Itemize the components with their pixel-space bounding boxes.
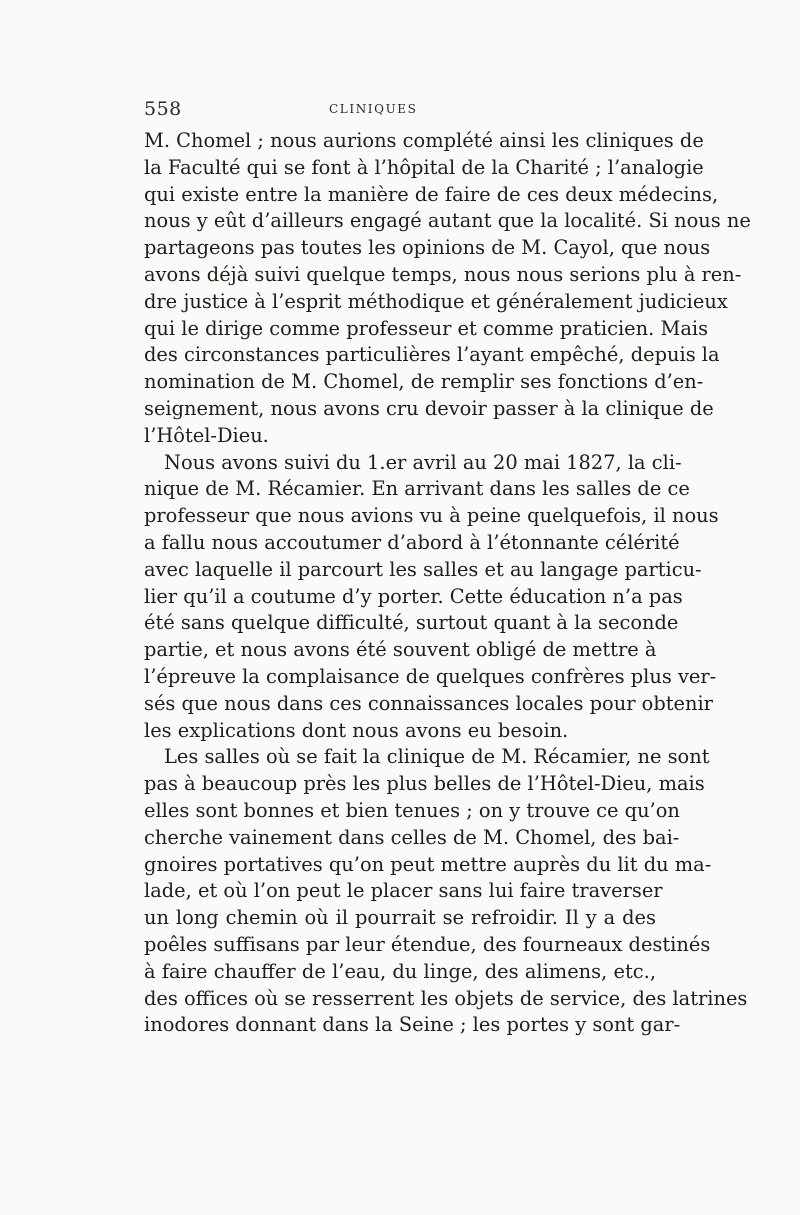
text-line: poêles suffisans par leur étendue, des fourneaux destinés: [144, 932, 711, 956]
text-line: partageons pas toutes les opinions de M. Cayol, que nous: [144, 236, 711, 260]
text-line: l’Hôtel-Dieu.: [144, 423, 269, 447]
text-line: des offices où se resserrent les objets de service, des latrines: [144, 986, 748, 1010]
text-line: des circonstances particulières l’ayant empêché, depuis la: [144, 343, 720, 367]
page-header: [144, 98, 656, 128]
text-line: professeur que nous avions vu à peine quelquefois, il nous: [144, 504, 719, 528]
text-line: avec laquelle il parcourt les salles et au langage particu-: [144, 557, 702, 581]
text-line: nique de M. Récamier. En arrivant dans les salles de ce: [144, 477, 690, 501]
text-line: avons déjà suivi quelque temps, nous nous serions plu à ren-: [144, 262, 742, 286]
text-line: a fallu nous accoutumer d’abord à l’étonnante célérité: [144, 530, 680, 554]
text-line: sés que nous dans ces connaissances locales pour obtenir: [144, 691, 713, 715]
text-line: l’épreuve la complaisance de quelques confrères plus ver-: [144, 664, 717, 688]
text-line: gnoires portatives qu’on peut mettre auprès du lit du ma-: [144, 852, 712, 876]
text-line: qui existe entre la manière de faire de ces deux médecins,: [144, 182, 719, 206]
text-line: pas à beaucoup près les plus belles de l’Hôtel-Dieu, mais: [144, 772, 705, 796]
text-line: lade, et où l’on peut le placer sans lui faire traverser: [144, 879, 663, 903]
text-line: lier qu’il a coutume d’y porter. Cette éducation n’a pas: [144, 584, 683, 608]
text-line: à faire chauffer de l’eau, du linge, des alimens, etc.,: [144, 959, 656, 983]
text-line: cherche vainement dans celles de M. Chomel, des bai-: [144, 825, 680, 849]
page-number: 558: [144, 98, 182, 120]
text-line: elles sont bonnes et bien tenues ; on y trouve ce qu’on: [144, 798, 680, 822]
text-line: Nous avons suivi du 1.er avril au 20 mai 1827, la cli-: [164, 450, 682, 474]
text-line: un long chemin où il pourrait se refroidir. Il y a des: [144, 906, 656, 930]
text-line: inodores donnant dans la Seine ; les portes y sont gar-: [144, 1013, 681, 1037]
text-line: partie, et nous avons été souvent obligé de mettre à: [144, 638, 657, 662]
text-line: les explications dont nous avons eu besoin.: [144, 718, 569, 742]
text-line: Les salles où se fait la clinique de M. Récamier, ne sont: [164, 745, 710, 769]
text-line: la Faculté qui se font à l’hôpital de la Charité ; l’analogie: [144, 155, 704, 179]
text-line: nomination de M. Chomel, de remplir ses fonctions d’en-: [144, 370, 704, 394]
body-text: [144, 128, 751, 1039]
text-line: qui le dirige comme professeur et comme praticien. Mais: [144, 316, 709, 340]
running-head: CLINIQUES: [329, 102, 418, 116]
text-line: nous y eût d’ailleurs engagé autant que la localité. Si nous ne: [144, 209, 751, 233]
text-line: M. Chomel ; nous aurions complété ainsi les cliniques de: [144, 129, 704, 152]
text-line: seignement, nous avons cru devoir passer à la clinique de: [144, 396, 714, 420]
text-line: dre justice à l’esprit méthodique et généralement judicieux: [144, 289, 728, 313]
text-line: été sans quelque difficulté, surtout quant à la seconde: [144, 611, 679, 635]
